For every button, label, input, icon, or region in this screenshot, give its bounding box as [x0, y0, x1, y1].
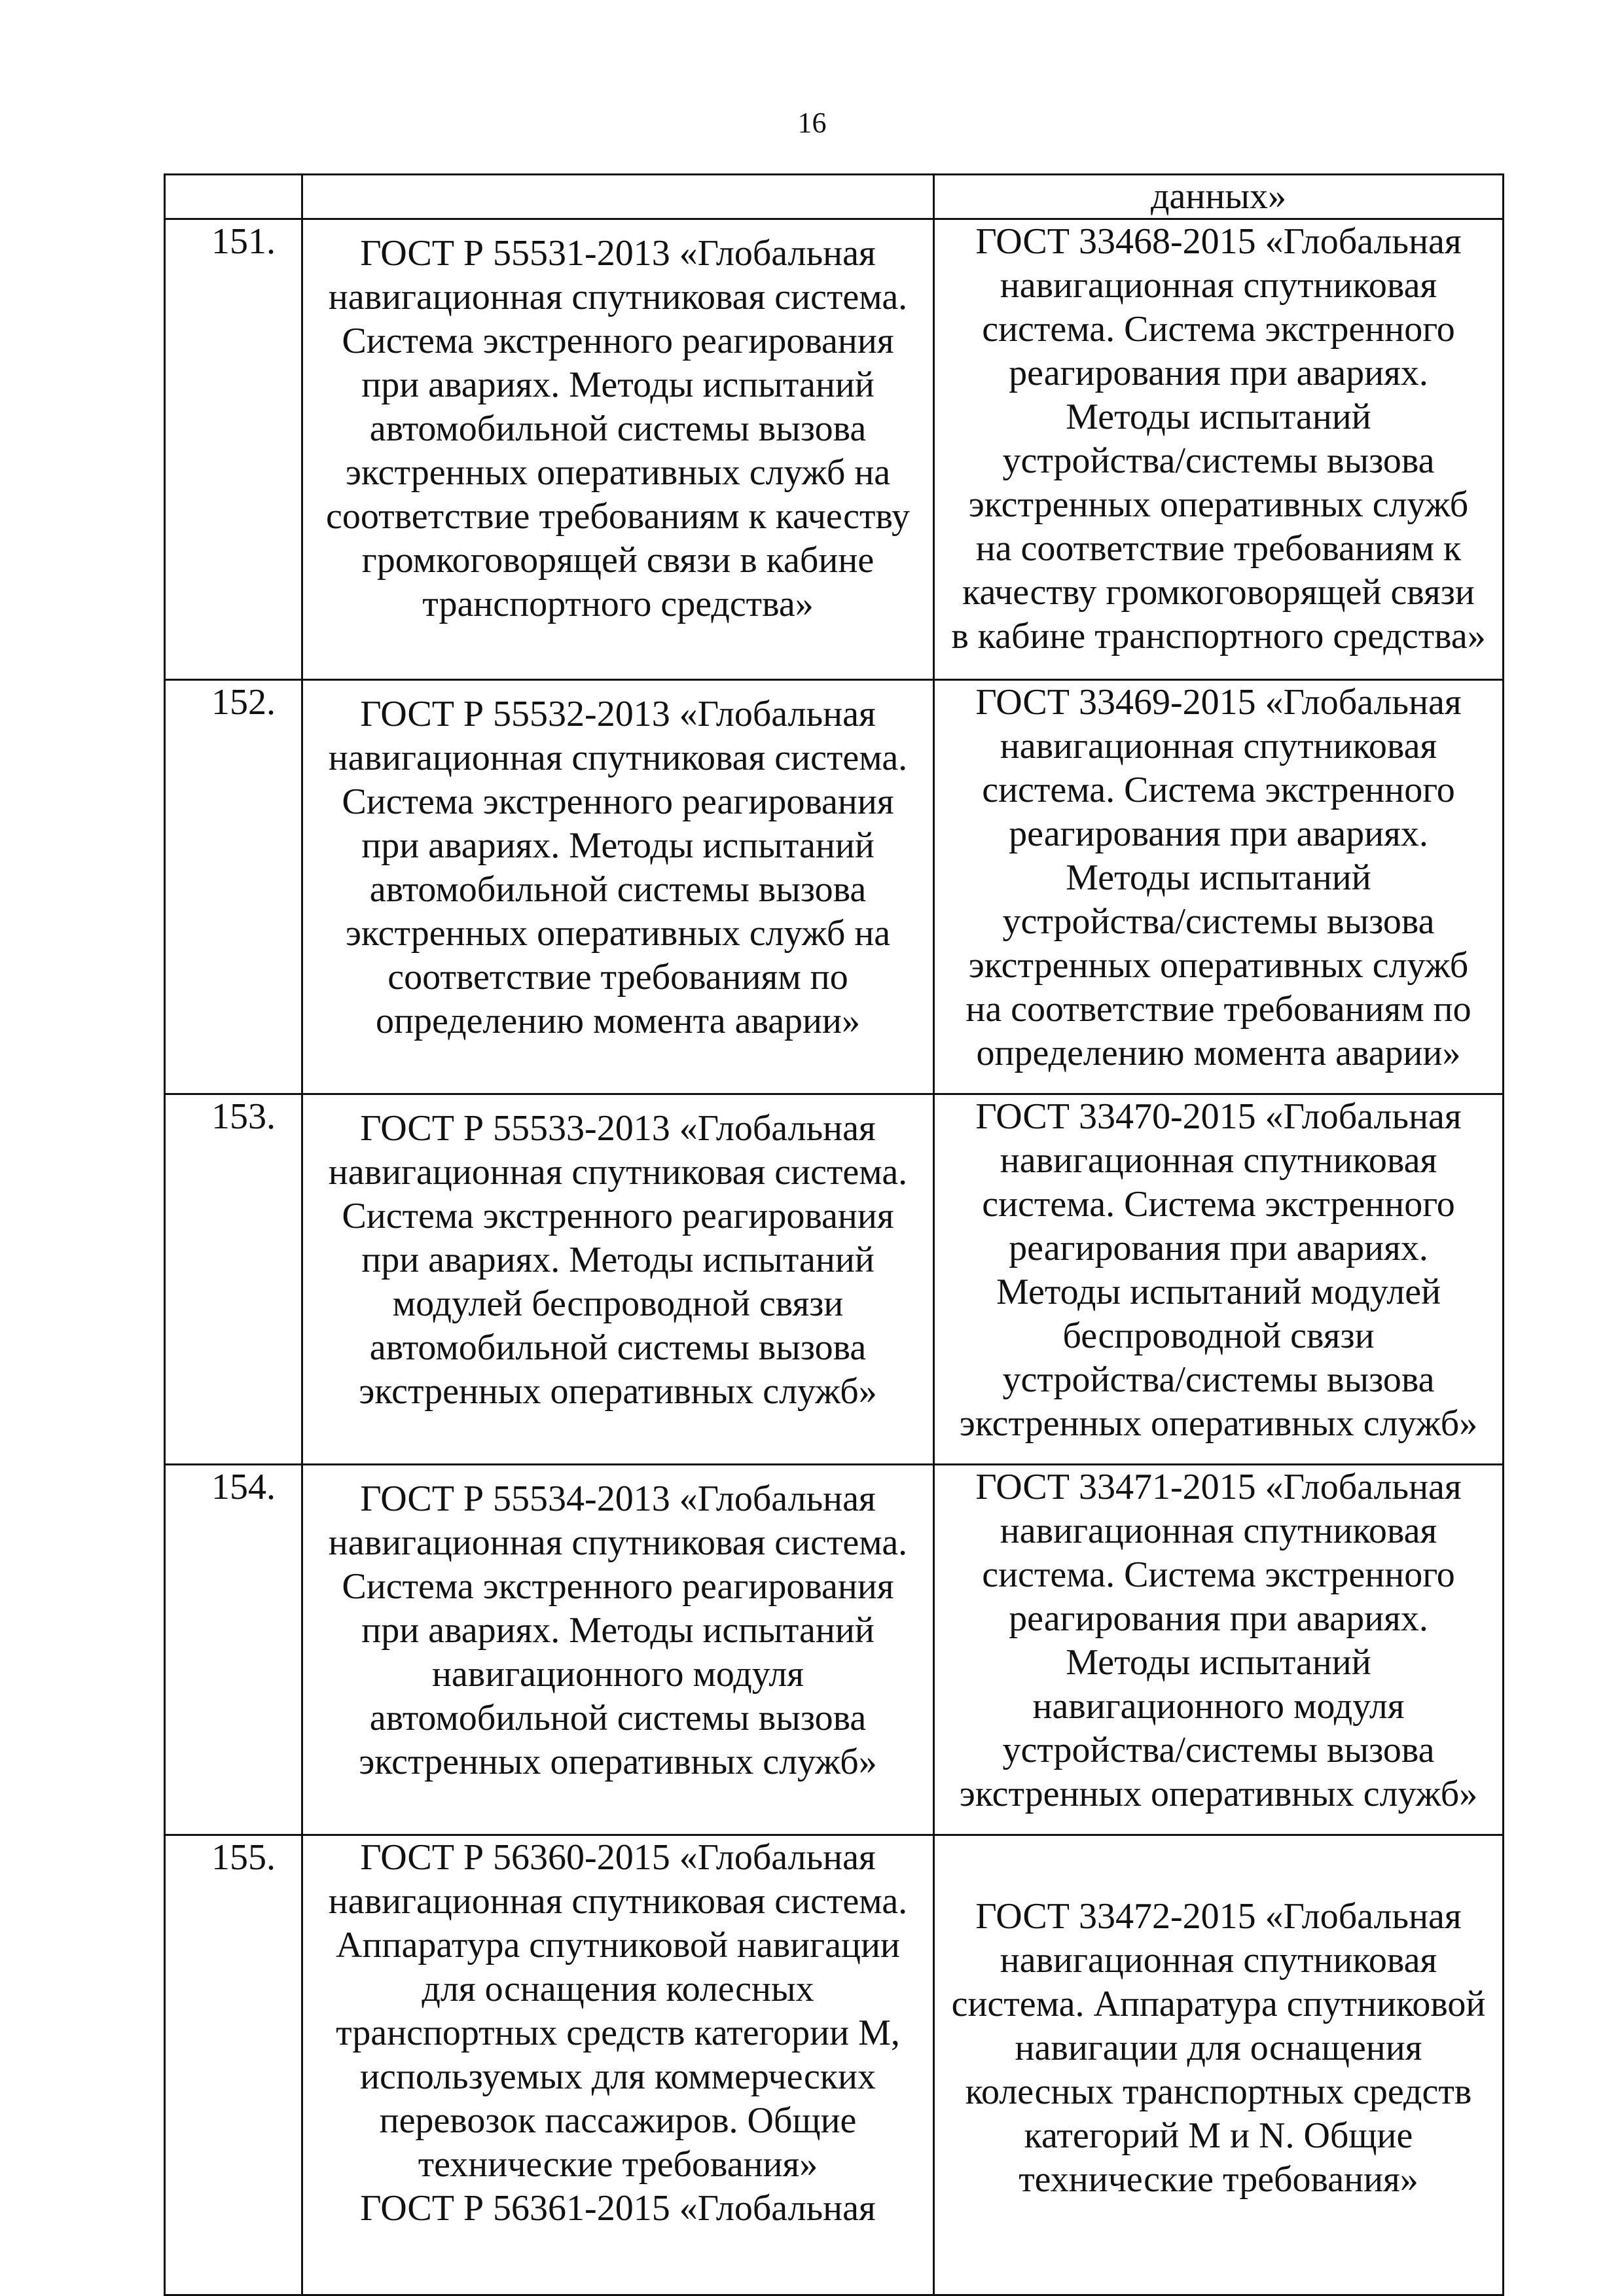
cell-new-standard: [934, 219, 1504, 680]
text-line: реагирования при авариях.: [1009, 353, 1428, 393]
text-line: ГОСТ Р 55534-2013 «Глобальная: [360, 1479, 876, 1519]
cell-new-standard: [934, 1094, 1504, 1465]
text-line: система. Система экстренного: [982, 309, 1455, 350]
text-line: при авариях. Методы испытаний: [361, 365, 875, 405]
text-line: реагирования при авариях.: [1009, 1228, 1428, 1268]
text-line: при авариях. Методы испытаний: [361, 1610, 875, 1651]
cell-new-standard: [934, 680, 1504, 1094]
text-line: используемых для коммерческих: [360, 2056, 876, 2097]
cell-old-standard: [302, 680, 934, 1094]
text-line: устройства/системы вызова: [1002, 1359, 1435, 1400]
standards-table: [164, 173, 1504, 2296]
row-number: 155.: [165, 1835, 302, 2295]
text-line: громкоговорящей связи в кабине: [361, 540, 875, 581]
cell-new: данных»: [934, 175, 1504, 219]
text-line: при авариях. Методы испытаний: [361, 1240, 875, 1280]
text-line: определению момента аварии»: [375, 1001, 860, 1041]
text-line: устройства/системы вызова: [1002, 440, 1435, 481]
text-line: Система экстренного реагирования: [342, 1196, 894, 1236]
table-row-continuation: [165, 175, 1504, 219]
text-line: ГОСТ 33470-2015 «Глобальная: [975, 1096, 1462, 1137]
cell-old-standard: [302, 1835, 934, 2295]
text-line: экстренных оперативных служб: [968, 945, 1469, 986]
cell-old-standard: [302, 1094, 934, 1465]
row-number: 153.: [165, 1094, 302, 1465]
text-line: Система экстренного реагирования: [342, 321, 894, 361]
text-line: экстренных оперативных служб: [968, 484, 1469, 525]
table-row: [165, 219, 1504, 680]
text-line: автомобильной системы вызова: [369, 869, 867, 910]
text-line: экстренных оперативных служб»: [359, 1742, 877, 1782]
text-line: навигационная спутниковая система.: [328, 277, 908, 317]
text-line: экстренных оперативных служб на: [345, 913, 891, 954]
text-line: система. Система экстренного: [982, 770, 1455, 810]
text-line: Методы испытаний: [1066, 857, 1371, 898]
text-line: ГОСТ Р 56360-2015 «Глобальная: [360, 1837, 876, 1878]
text-line: ГОСТ Р 55533-2013 «Глобальная: [360, 1108, 876, 1149]
text-line: определению момента аварии»: [976, 1033, 1461, 1073]
text-line: экстренных оперативных служб на: [345, 452, 891, 493]
text-line: технические требования»: [1019, 2159, 1418, 2200]
text-line: ГОСТ 33469-2015 «Глобальная: [975, 682, 1462, 723]
text-line: навигационная спутниковая система.: [328, 1881, 908, 1922]
text-line: перевозок пассажиров. Общие: [379, 2100, 857, 2141]
text-line: автомобильной системы вызова: [369, 1698, 867, 1738]
text-line: транспортных средств категории М,: [336, 2013, 900, 2053]
text-line: навигационного модуля: [431, 1654, 804, 1695]
text-line: Методы испытаний: [1066, 1642, 1371, 1683]
text-line: навигационная спутниковая система.: [328, 1522, 908, 1563]
text-line: Система экстренного реагирования: [342, 781, 894, 822]
text-line: система. Система экстренного: [982, 1554, 1455, 1595]
text-line: экстренных оперативных служб»: [959, 1774, 1478, 1814]
text-line: Аппаратура спутниковой навигации: [336, 1925, 900, 1965]
text-line: для оснащения колесных: [422, 1969, 814, 2009]
text-line: автомобильной системы вызова: [369, 1327, 867, 1368]
text-line: навигационная спутниковая система.: [328, 1152, 908, 1193]
text-line: колесных транспортных средств: [965, 2072, 1472, 2112]
text-line: категорий М и N. Общие: [1024, 2115, 1413, 2156]
text-line: реагирования при авариях.: [1009, 814, 1428, 854]
text-line: беспроводной связи: [1062, 1316, 1375, 1356]
text-line: ГОСТ Р 56361-2015 «Глобальная: [360, 2188, 876, 2229]
text-line: устройства/системы вызова: [1002, 901, 1435, 942]
text-line: Система экстренного реагирования: [342, 1566, 894, 1607]
text-line: Методы испытаний: [1066, 397, 1371, 437]
text-line: система. Аппаратура спутниковой: [951, 1984, 1486, 2024]
row-number: 151.: [165, 219, 302, 680]
text-line: модулей беспроводной связи: [392, 1283, 844, 1324]
text-line: устройства/системы вызова: [1002, 1730, 1435, 1770]
text-line: ГОСТ 33472-2015 «Глобальная: [975, 1896, 1462, 1937]
cell-new-standard: [934, 1835, 1504, 2295]
cell-old-standard: [302, 219, 934, 680]
table-row: [165, 1094, 1504, 1465]
cell-new-standard: [934, 1465, 1504, 1835]
text-line: соответствие требованиям по: [388, 957, 848, 997]
page-number: 16: [797, 107, 827, 139]
text-line: технические требования»: [418, 2144, 818, 2185]
text-line: при авариях. Методы испытаний: [361, 825, 875, 866]
text-line: навигационного модуля: [1032, 1686, 1405, 1727]
text-line: на соответствие требованиям по: [965, 989, 1471, 1030]
row-number: 152.: [165, 680, 302, 1094]
table-row: [165, 680, 1504, 1094]
text-line: навигационная спутниковая: [1000, 1140, 1437, 1181]
text-line: ГОСТ 33468-2015 «Глобальная: [975, 221, 1462, 262]
table-row: [165, 1835, 1504, 2295]
text-line: экстренных оперативных служб»: [959, 1403, 1478, 1444]
text-line: ГОСТ 33471-2015 «Глобальная: [975, 1467, 1462, 1507]
text-line: навигационная спутниковая: [1000, 265, 1437, 306]
text-line: навигационная спутниковая: [1000, 1940, 1437, 1981]
text-line: соответствие требованиям к качеству: [326, 496, 910, 537]
cell-old: [302, 175, 934, 219]
text-line: автомобильной системы вызова: [369, 408, 867, 449]
text-line: навигационная спутниковая: [1000, 726, 1437, 766]
row-number: 154.: [165, 1465, 302, 1835]
text-line: система. Система экстренного: [982, 1184, 1455, 1225]
cell-old-standard: [302, 1465, 934, 1835]
text-line: реагирования при авариях.: [1009, 1598, 1428, 1639]
text-line: навигационная спутниковая система.: [328, 738, 908, 778]
text-line: навигационная спутниковая: [1000, 1511, 1437, 1551]
text-line: на соответствие требованиям к: [975, 528, 1462, 569]
text-line: Методы испытаний модулей: [996, 1272, 1441, 1312]
text-line: навигации для оснащения: [1015, 2028, 1422, 2068]
text-line: транспортного средства»: [422, 584, 814, 624]
text-line: экстренных оперативных служб»: [359, 1371, 877, 1412]
text-line: качеству громкоговорящей связи: [962, 572, 1475, 613]
table-row: [165, 1465, 1504, 1835]
text-line: в кабине транспортного средства»: [951, 616, 1486, 656]
text-line: ГОСТ Р 55531-2013 «Глобальная: [360, 233, 876, 274]
text-line: ГОСТ Р 55532-2013 «Глобальная: [360, 694, 876, 734]
cell-num: [165, 175, 302, 219]
